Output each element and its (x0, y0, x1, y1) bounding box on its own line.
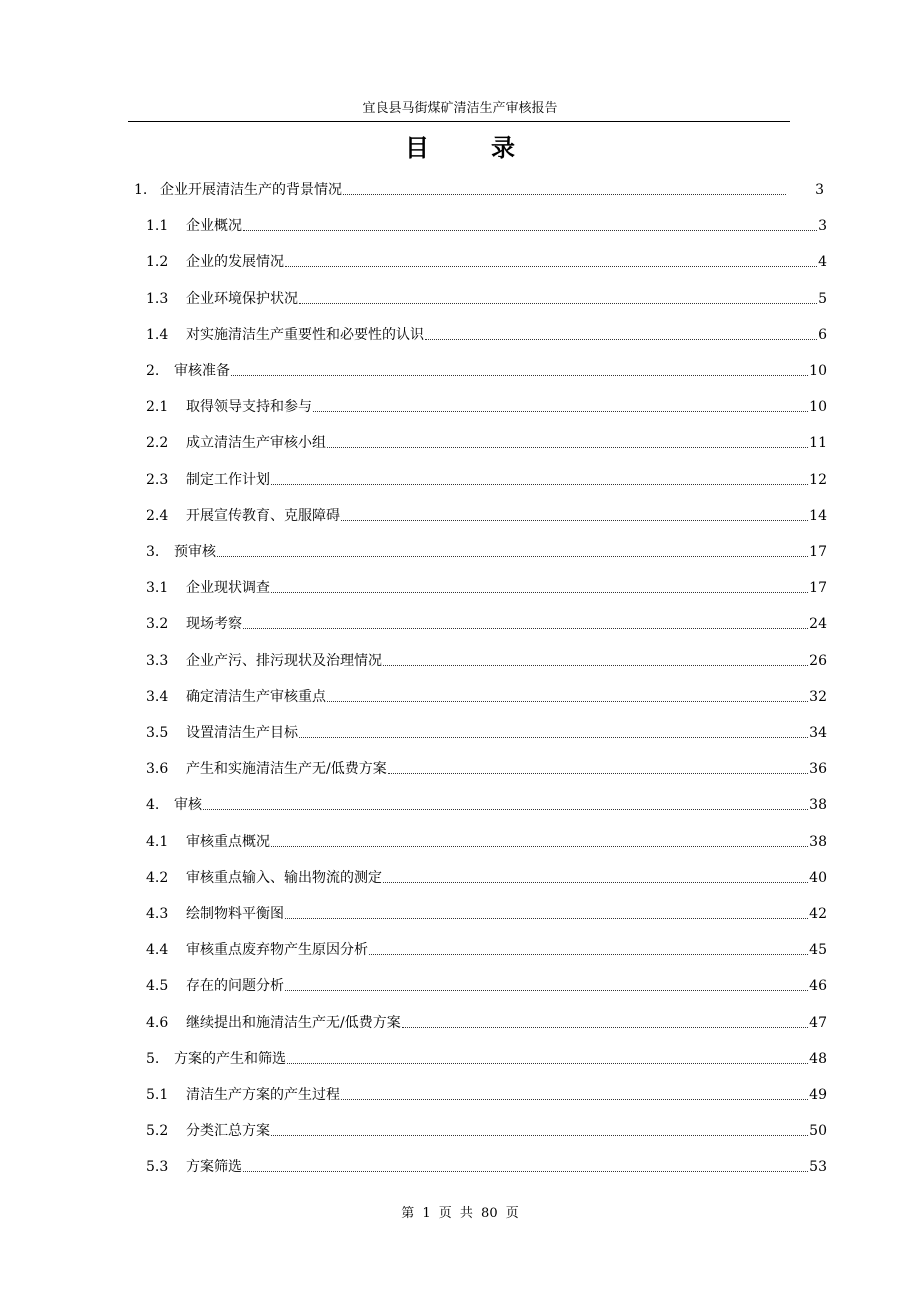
toc-entry[interactable] (146, 470, 827, 490)
toc-entry[interactable] (146, 325, 827, 345)
toc-dot-leader (285, 252, 817, 272)
toc-entry-number: 4.2 (146, 870, 169, 886)
toc-entry-number: 3.4 (146, 689, 169, 705)
toc-entry-number: 3.1 (146, 580, 169, 596)
toc-entry-label: 继续提出和施清洁生产无/低费方案 (186, 1015, 401, 1031)
toc-dot-leader (271, 578, 808, 598)
toc-entry-page: 12 (809, 472, 827, 488)
toc-entry-page: 50 (809, 1123, 827, 1139)
toc-entry-label: 清洁生产方案的产生过程 (186, 1087, 340, 1103)
toc-entry[interactable] (134, 180, 824, 200)
toc-entry-label: 方案筛选 (186, 1159, 242, 1175)
toc-entry-page: 40 (809, 870, 827, 886)
toc-dot-leader (299, 289, 817, 309)
toc-entry-number: 4. (146, 797, 160, 813)
toc-dot-leader (243, 614, 808, 634)
toc-entry[interactable] (146, 1085, 827, 1105)
toc-entry-page: 49 (809, 1087, 827, 1103)
toc-entry-number: 4.6 (146, 1015, 169, 1031)
toc-entry-label: 现场考察 (186, 616, 242, 632)
toc-dot-leader (271, 470, 808, 490)
toc-entry-number: 2.4 (146, 508, 169, 524)
toc-entry[interactable] (146, 289, 827, 309)
toc-entry[interactable] (146, 542, 827, 562)
toc-dot-leader (313, 397, 808, 417)
toc-entry-page: 48 (809, 1051, 827, 1067)
toc-entry-number: 2.1 (146, 399, 169, 415)
toc-dot-leader (287, 1049, 808, 1069)
toc-dot-leader (369, 940, 808, 960)
toc-entry-page: 36 (809, 761, 827, 777)
toc-dot-leader (327, 687, 808, 707)
toc-entry-label: 成立清洁生产审核小组 (186, 435, 326, 451)
toc-entry-number: 4.1 (146, 834, 169, 850)
toc-entry-number: 4.3 (146, 906, 169, 922)
toc-entry-number: 2.3 (146, 472, 169, 488)
toc-entry-page: 3 (818, 218, 827, 234)
toc-entry[interactable] (146, 216, 827, 236)
toc-entry[interactable] (146, 397, 827, 417)
toc-entry-page: 38 (809, 834, 827, 850)
toc-entry[interactable] (146, 1049, 827, 1069)
toc-entry[interactable] (146, 361, 827, 381)
toc-entry-page: 4 (818, 254, 827, 270)
toc-entry-number: 2.2 (146, 435, 169, 451)
toc-entry-label: 审核重点输入、输出物流的测定 (186, 870, 382, 886)
toc-entry-page: 6 (818, 327, 827, 343)
toc-entry-label: 企业概况 (186, 218, 242, 234)
toc-entry-number: 5. (146, 1051, 160, 1067)
toc-entry-number: 4.5 (146, 978, 169, 994)
toc-dot-leader (402, 1013, 808, 1033)
toc-entry-number: 5.3 (146, 1159, 169, 1175)
toc-entry-label: 审核重点废弃物产生原因分析 (186, 942, 368, 958)
toc-entry[interactable] (146, 433, 827, 453)
toc-entry[interactable] (146, 723, 827, 743)
toc-dot-leader (285, 904, 808, 924)
toc-entry-number: 1.4 (146, 327, 169, 343)
toc-entry[interactable] (146, 651, 827, 671)
toc-dot-leader (285, 976, 808, 996)
toc-entry-page: 45 (809, 942, 827, 958)
toc-entry[interactable] (146, 1157, 827, 1177)
toc-entry-number: 5.2 (146, 1123, 169, 1139)
toc-dot-leader (341, 1085, 808, 1105)
toc-entry-page: 14 (809, 508, 827, 524)
toc-entry-label: 开展宣传教育、克服障碍 (186, 508, 340, 524)
toc-entry-number: 5.1 (146, 1087, 169, 1103)
toc-entry-label: 审核重点概况 (186, 834, 270, 850)
toc-dot-leader (243, 1157, 808, 1177)
toc-entry-page: 11 (809, 435, 827, 451)
toc-entry[interactable] (146, 252, 827, 272)
toc-dot-leader (327, 433, 808, 453)
toc-entry-label: 审核 (174, 797, 202, 813)
toc-entry-page: 38 (809, 797, 827, 813)
toc-entry-label: 对实施清洁生产重要性和必要性的认识 (186, 327, 424, 343)
toc-title: 目录 (405, 134, 577, 162)
toc-entry-number: 2. (146, 363, 160, 379)
toc-entry-label: 审核准备 (174, 363, 230, 379)
toc-entry-number: 3.2 (146, 616, 169, 632)
toc-entry[interactable] (146, 904, 827, 924)
toc-entry[interactable] (146, 1121, 827, 1141)
toc-entry-page: 10 (809, 363, 827, 379)
page-footer: 第 1 页 共 80 页 (401, 1206, 519, 1221)
toc-entry-label: 企业开展清洁生产的背景情况 (160, 182, 342, 198)
toc-dot-leader (383, 868, 808, 888)
toc-dot-leader (343, 180, 786, 200)
running-header: 宜良县马街煤矿清洁生产审核报告 (362, 101, 558, 116)
toc-entry-page: 10 (809, 399, 827, 415)
toc-dot-leader (271, 1121, 808, 1141)
toc-entry-page: 26 (809, 653, 827, 669)
toc-entry-number: 1.2 (146, 254, 169, 270)
header-rule (128, 121, 790, 122)
toc-entry-page: 3 (815, 182, 824, 198)
toc-entry-label: 存在的问题分析 (186, 978, 284, 994)
toc-entry-label: 企业产污、排污现状及治理情况 (186, 653, 382, 669)
toc-entry-page: 34 (809, 725, 827, 741)
toc-entry-label: 制定工作计划 (186, 472, 270, 488)
toc-entry-label: 企业的发展情况 (186, 254, 284, 270)
toc-entry-label: 设置清洁生产目标 (186, 725, 298, 741)
toc-entry-label: 绘制物料平衡图 (186, 906, 284, 922)
toc-entry[interactable] (146, 832, 827, 852)
toc-entry-label: 确定清洁生产审核重点 (186, 689, 326, 705)
toc-entry-label: 分类汇总方案 (186, 1123, 270, 1139)
toc-entry-page: 42 (809, 906, 827, 922)
toc-dot-leader (425, 325, 817, 345)
toc-entry-page: 46 (809, 978, 827, 994)
toc-dot-leader (231, 361, 808, 381)
toc-entry[interactable] (146, 795, 827, 815)
toc-entry[interactable] (146, 614, 827, 634)
toc-entry-label: 预审核 (174, 544, 216, 560)
toc-entry-label: 产生和实施清洁生产无/低费方案 (186, 761, 387, 777)
toc-dot-leader (388, 759, 808, 779)
toc-entry-label: 方案的产生和筛选 (174, 1051, 286, 1067)
toc-dot-leader (341, 506, 808, 526)
toc-entry-number: 4.4 (146, 942, 169, 958)
toc-dot-leader (383, 651, 808, 671)
toc-entry-number: 1.3 (146, 291, 169, 307)
toc-entry-page: 47 (809, 1015, 827, 1031)
toc-dot-leader (217, 542, 808, 562)
toc-entry-page: 32 (809, 689, 827, 705)
toc-entry[interactable] (146, 506, 827, 526)
toc-entry[interactable] (146, 1013, 827, 1033)
toc-dot-leader (299, 723, 808, 743)
toc-entry-number: 1.1 (146, 218, 169, 234)
toc-entry-page: 24 (809, 616, 827, 632)
toc-dot-leader (203, 795, 808, 815)
toc-entry-label: 企业环境保护状况 (186, 291, 298, 307)
toc-entry-number: 3.3 (146, 653, 169, 669)
toc-entry-number: 3.5 (146, 725, 169, 741)
toc-entry-number: 1. (134, 182, 148, 198)
toc-entry[interactable] (146, 759, 827, 779)
toc-entry-page: 53 (809, 1159, 827, 1175)
toc-entry[interactable] (146, 976, 827, 996)
toc-entry-page: 17 (809, 544, 827, 560)
toc-entry-label: 取得领导支持和参与 (186, 399, 312, 415)
toc-dot-leader (271, 832, 808, 852)
toc-entry-number: 3.6 (146, 761, 169, 777)
toc-entry-label: 企业现状调查 (186, 580, 270, 596)
toc-entry[interactable] (146, 940, 827, 960)
toc-entry-number: 3. (146, 544, 160, 560)
toc-entry[interactable] (146, 868, 827, 888)
toc-entry[interactable] (146, 578, 827, 598)
toc-entry-page: 17 (809, 580, 827, 596)
toc-entry-page: 5 (818, 291, 827, 307)
toc-dot-leader (243, 216, 817, 236)
toc-entry[interactable] (146, 687, 827, 707)
